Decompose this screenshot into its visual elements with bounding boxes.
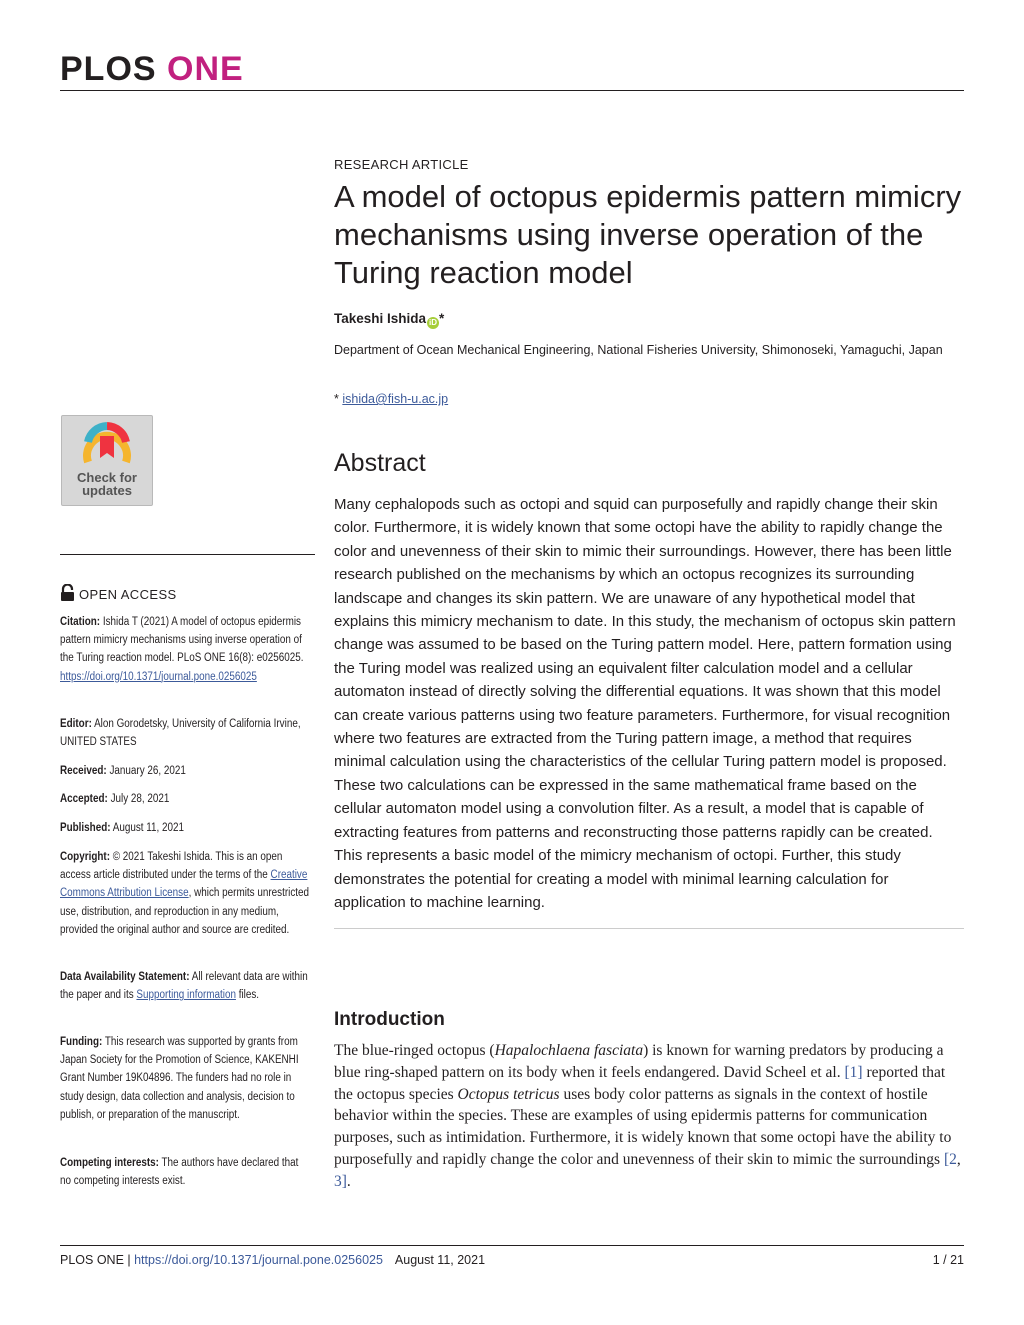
data-availability-block [60, 968, 312, 1004]
introduction-paragraph [334, 1040, 964, 1193]
page-number: 1 / 21 [932, 1253, 964, 1267]
author-line [334, 311, 444, 329]
author-name[interactable]: Takeshi Ishida [334, 311, 427, 326]
received-label: Received: [60, 765, 107, 777]
citation-block [60, 613, 312, 686]
reference-separator: , [956, 1150, 961, 1168]
received-block [60, 762, 312, 780]
abstract-text: Many cephalopods such as octopi and squid can purposefully and rapidly change their skin color. Furthermore, it is widely known that some octopi have the ability to rapidly change the color and unevenness of their skin to mimic their surroundings. However, there has been little research published on the mechanisms by which an octopus recognizes its surrounding landscape and changes its skin pattern. We are unaware of any hypothetical model that explains this mimicry mechanism to date. In this study, the mechanism of octopus skin pattern change was assumed to be based on the Turing pattern model. Here, pattern formation using the Turing model was realized using an equivalent filter calculation model and a cellular automaton instead of directly solving the differential equations. It was shown that this model can create various patterns using two feature parameters. Furthermore, for visual recognition where two features are extracted from the Turing pattern image, a method that requires minimal calculation using the characteristics of the cellular Turing pattern model is proposed. These two calculations can be expressed in the same mathematical frame based on the cellular automaton model using a convolution filter. As a result, a model that is capable of extracting features from patterns and reconstructing those patterns rapidly can be created. This represents a basic model of the mimicry mechanism of octopi. Further, this study demonstrates the potential for creating a model with minimal learning calculation for application to machine learning. [334, 496, 956, 911]
logo-one-text: ONE [167, 50, 244, 88]
affiliation: Department of Ocean Mechanical Engineering, National Fisheries University, Shimonoseki, Yamaguchi, Japan [334, 343, 943, 357]
accepted-label: Accepted: [60, 793, 108, 805]
intro-text-3: reported that the octopus species [334, 1063, 946, 1103]
email-link[interactable]: ishida@fish-u.ac.jp [342, 392, 449, 406]
journal-logo[interactable] [60, 50, 244, 89]
open-access-text: OPEN ACCESS [79, 587, 177, 602]
reference-link-1[interactable]: [1] [844, 1063, 863, 1081]
email-prefix: * [334, 392, 343, 406]
footer-doi-link[interactable]: https://doi.org/10.1371/journal.pone.0256025 [134, 1253, 383, 1267]
copyright-label: Copyright: [60, 851, 111, 863]
competing-interests-text: The authors have declared that no competing interests exist. [60, 1157, 299, 1188]
reference-link-2[interactable]: [2 [943, 1150, 957, 1168]
accepted-text: July 28, 2021 [107, 793, 170, 805]
published-text: August 11, 2021 [110, 822, 185, 834]
sidebar-divider [60, 554, 315, 555]
corresponding-email [334, 392, 448, 406]
footer-divider [60, 1245, 964, 1246]
logo-plos-text: PLOS [60, 50, 157, 88]
article-type: RESEARCH ARTICLE [334, 157, 469, 172]
corresponding-marker: * [439, 311, 445, 326]
accepted-block [60, 790, 312, 808]
species-name-2: Octopus tetricus [457, 1085, 560, 1103]
license-link[interactable]: Creative Commons Attribution License [60, 869, 308, 900]
funding-block [60, 1033, 312, 1124]
citation-text: Ishida T (2021) A model of octopus epidermis pattern mimicry mechanisms using inverse operation of the Turing reaction model. PLoS ONE 16(8): e0256025. [60, 616, 304, 665]
published-label: Published: [60, 822, 111, 834]
open-lock-icon [60, 584, 75, 602]
copyright-text-2: , which permits unrestricted use, distribution, and reproduction in any medium, provided the original author and source are credited. [60, 887, 310, 936]
badge-line-1: Check for [77, 470, 137, 485]
page-footer [60, 1253, 485, 1267]
editor-text: Alon Gorodetsky, University of California Irvine, UNITED STATES [60, 718, 301, 749]
data-availability-text-2: files. [235, 989, 260, 1002]
citation-doi-link[interactable]: https://doi.org/10.1371/journal.pone.0256025 [60, 670, 257, 683]
published-block [60, 819, 312, 837]
received-text: January 26, 2021 [106, 765, 186, 777]
crossmark-icon [80, 422, 134, 470]
check-for-updates-badge[interactable] [61, 415, 153, 506]
editor-block [60, 715, 312, 751]
badge-line-2: updates [82, 483, 132, 498]
copyright-block [60, 848, 312, 939]
introduction-heading: Introduction [334, 1009, 445, 1030]
orcid-icon[interactable]: iD [429, 318, 438, 327]
footer-date: August 11, 2021 [394, 1253, 486, 1267]
data-availability-label: Data Availability Statement: [60, 971, 190, 983]
abstract-divider [334, 928, 964, 929]
competing-interests-block [60, 1154, 312, 1190]
editor-label: Editor: [60, 718, 92, 730]
intro-text-1: The blue-ringed octopus ( [334, 1042, 495, 1059]
article-title: A model of octopus epidermis pattern mimicry mechanisms using inverse operation of the Turing reaction model [334, 179, 962, 290]
supporting-info-link[interactable]: Supporting information [136, 989, 236, 1002]
abstract-heading: Abstract [334, 449, 426, 477]
funding-text: This research was supported by grants from Japan Society for the Promotion of Science, KAKENHI Grant Number 19K04896. The funders had no role in study design, data collection and analysis, decision to publish, or preparation of the manuscript. [60, 1036, 299, 1121]
copyright-text: © 2021 Takeshi Ishida. This is an open access article distributed under the terms of the [60, 851, 283, 882]
intro-text-4: uses body color patterns as signals in the context of hostile behavior within the species. These are examples of using epidermis patterns for communication purposes, such as intimidation. Furthermore, it is widely known that some octopi have the ability to purposefully and rapidly change the color and unevenness of their skin to mimic the surroundings [334, 1085, 952, 1168]
intro-text-5: . [346, 1172, 351, 1190]
footer-journal: PLOS ONE | [60, 1253, 135, 1267]
data-availability-text: All relevant data are within the paper and its [60, 971, 308, 1002]
citation-label: Citation: [60, 616, 101, 628]
funding-label: Funding: [60, 1036, 103, 1048]
intro-text-2: ) is known for warning predators by producing a blue ring-shaped pattern on its body when it feels endangered. David Scheel et al. [334, 1042, 944, 1081]
open-access-label [60, 584, 177, 602]
competing-interests-label: Competing interests: [60, 1157, 159, 1169]
header-divider [60, 90, 964, 91]
species-name-1: Hapalochlaena fasciata [494, 1042, 644, 1059]
reference-link-3[interactable]: 3] [334, 1172, 347, 1190]
